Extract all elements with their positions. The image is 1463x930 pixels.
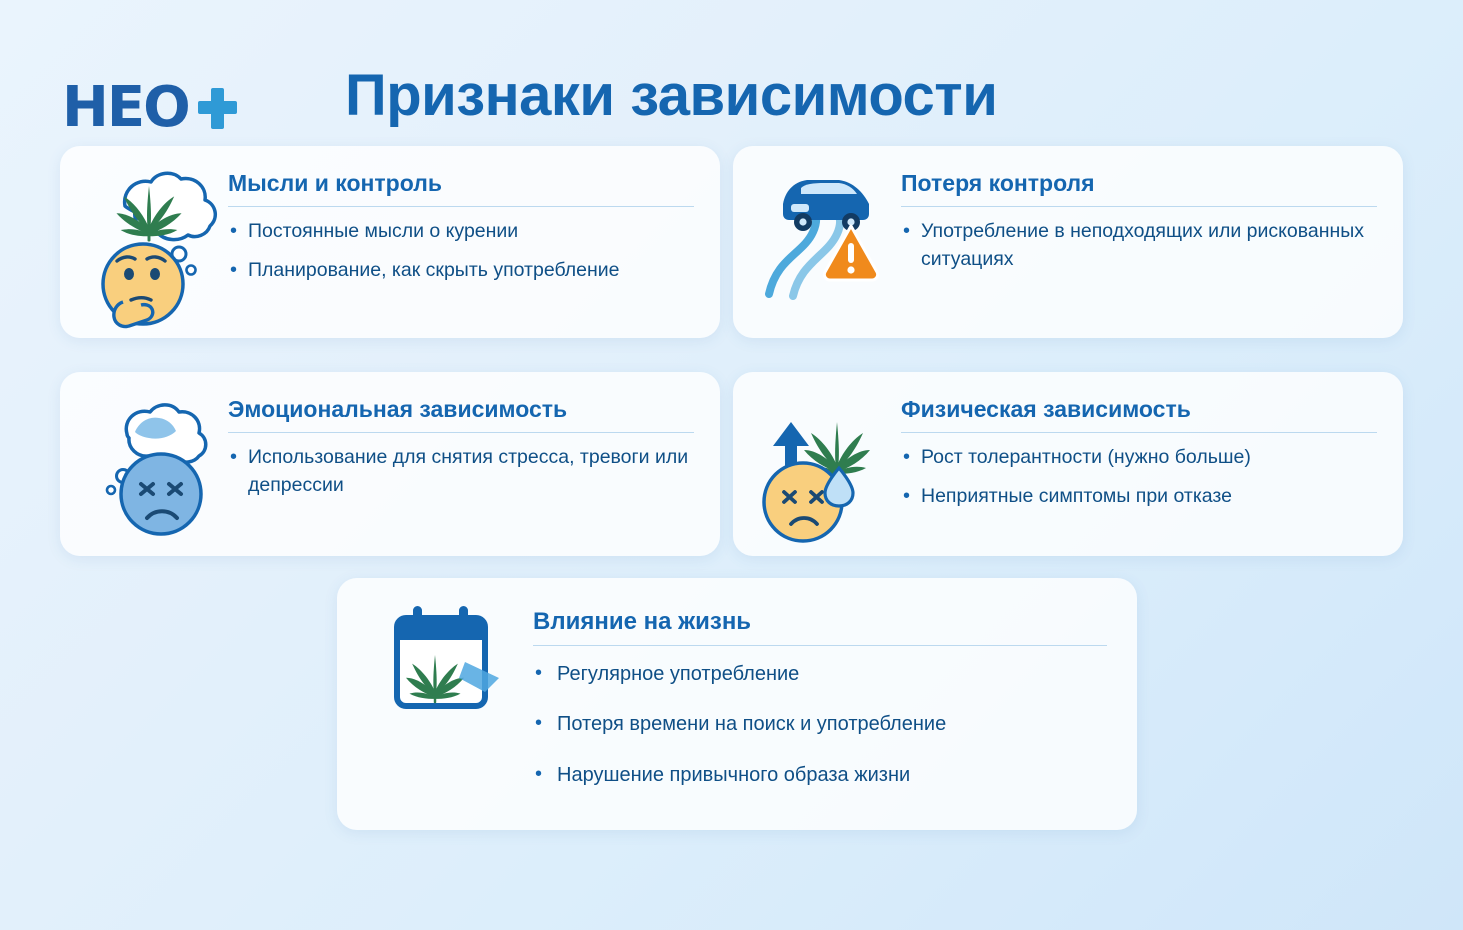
list-item: • Использование для снятия стресса, тревоги или депрессии <box>228 444 694 499</box>
header <box>0 38 1463 140</box>
card-emotional-bullets <box>228 444 694 499</box>
list-item: • Постоянные мысли о курении <box>228 218 694 246</box>
list-item: • Рост толерантности (нужно больше) <box>901 444 1377 472</box>
list-item: • Потеря времени на поиск и употребление <box>533 710 1107 738</box>
card-physical-bullets <box>901 444 1377 510</box>
card-emotional-body <box>228 388 694 499</box>
card-physical-title: Физическая зависимость <box>901 396 1377 433</box>
thought-bubble-cannabis-thinking-face-icon <box>78 162 228 332</box>
card-thoughts-title: Мысли и контроль <box>228 170 694 207</box>
sad-face-thought-cloud-icon <box>78 388 228 548</box>
up-arrow-cannabis-sweating-face-icon <box>751 388 901 548</box>
list-item: • Планирование, как скрыть употребление <box>228 257 694 285</box>
calendar-cannabis-icon <box>363 600 533 730</box>
list-item: • Употребление в неподходящих или рискованных ситуациях <box>901 218 1377 273</box>
car-winding-road-warning-icon <box>751 162 901 302</box>
card-emotional <box>60 372 720 556</box>
logo <box>62 75 239 140</box>
page-title: Признаки зависимости <box>345 63 998 128</box>
list-item: • Регулярное употребление <box>533 660 1107 688</box>
list-item: • Нарушение привычного образа жизни <box>533 761 1107 789</box>
card-physical-body <box>901 388 1377 510</box>
card-life-bullets <box>533 660 1107 789</box>
card-thoughts <box>60 146 720 338</box>
card-control-body <box>901 162 1377 273</box>
card-thoughts-body <box>228 162 694 284</box>
list-item: • Неприятные симптомы при отказе <box>901 483 1377 511</box>
logo-text: HEO <box>62 75 189 140</box>
card-control <box>733 146 1403 338</box>
card-emotional-title: Эмоциональная зависимость <box>228 396 694 433</box>
card-thoughts-bullets <box>228 218 694 284</box>
card-control-title: Потеря контроля <box>901 170 1377 207</box>
card-physical <box>733 372 1403 556</box>
card-life-body <box>533 600 1107 789</box>
card-control-bullets <box>901 218 1377 273</box>
card-life <box>337 578 1137 830</box>
card-life-title: Влияние на жизнь <box>533 608 1107 646</box>
medical-cross-icon <box>195 86 239 130</box>
